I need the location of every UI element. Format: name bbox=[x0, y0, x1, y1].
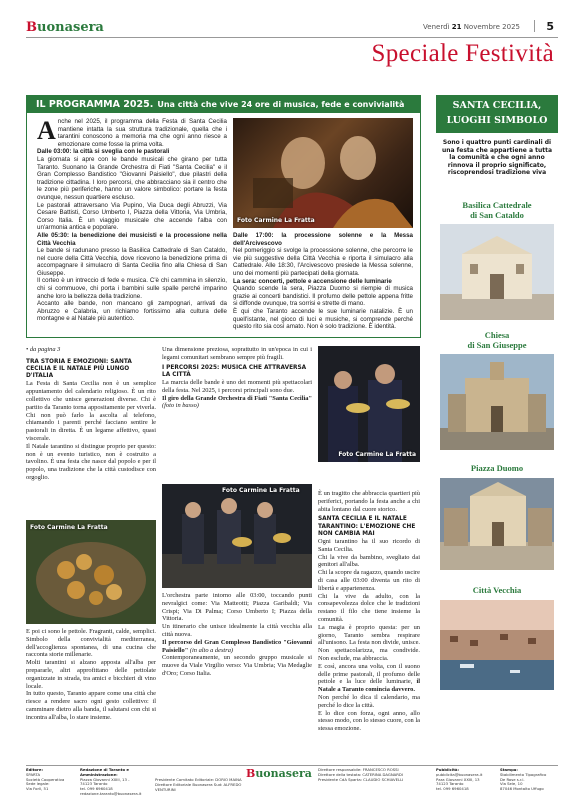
footer-line: Piazza Giovanni XXIII, 13 - bbox=[80, 776, 130, 782]
article-paragraph: La marcia delle bande è uno dei momenti più spettacolari della festa. Nel 2025, i percorsi principali sono due. bbox=[162, 379, 312, 394]
article-paragraph: La Festa di Santa Cecilia non è un semplice appuntamento del calendario religioso. È un rito collettivo che unisce generazioni diverse. Chi è partito da Taranto torna appositamente per viverla. Chi non può farlo la ascolta al telefono, chiamando i parenti perché facciano sentire le pastorali in diretta. È un legame affettivo, quasi viscerale. bbox=[26, 380, 156, 442]
footer-line: Pzza Giovanni XXIII, 13 bbox=[436, 776, 480, 782]
footer-presidenza bbox=[155, 778, 245, 792]
program-banner-subtitle: Una città che vive 24 ore di musica, fede e convivialità bbox=[157, 99, 405, 109]
footer-line: Via Forlì, 51 bbox=[26, 786, 49, 792]
article-paragraph: Chi la vive da adulto, con la consapevolezza dolce che le tradizioni restano il filo che tiene insieme la comunità. bbox=[318, 592, 420, 623]
article-paragraph: Chi la vive da bambino, svegliato dai genitori all'alba. bbox=[318, 553, 420, 569]
header-rule bbox=[26, 37, 558, 38]
photo-credit: Foto Carmine La Fratta bbox=[237, 217, 315, 224]
footer-line: tel. 099 6960418 bbox=[80, 786, 113, 792]
footer-line: redazione.taranto@buonasera.it bbox=[80, 790, 142, 796]
article-paragraph: Contemporaneamente, un secondo gruppo musicale si muove da Viale Virgilio verso: Via Umbria; Via Medaglie d'Oro; Corso Italia. bbox=[162, 654, 312, 677]
program-paragraph: Nel pomeriggio si svolge la processione solenne, che percorre le vie più suggestive della Città Vecchia e riporta il simulacro alla Cattedrale. Alle 18:30, l'Arcivescovo presiede la Messa solenne, uno dei momenti più partecipati della giornata. bbox=[233, 247, 413, 277]
footer-line: pubblicita@buonasera.it bbox=[436, 771, 483, 777]
photo-credit: Foto Carmine La Fratta bbox=[30, 524, 108, 531]
article-heading-2: I PERCORSI 2025: MUSICA CHE ATTRAVERSA LA CITTÀ bbox=[162, 364, 307, 378]
footer-editor bbox=[26, 768, 76, 792]
article-italic-text: (in alto a destra) bbox=[188, 646, 234, 654]
article-paragraph: E lo dice con forza, ogni anno, allo stesso modo, con lo stesso cuore, con la stessa emozione. bbox=[318, 709, 420, 733]
article-paragraph: Chi la scopre da ragazzo, quando uscire di casa alle 03:00 diventa un rito di libertà e appartenenza. bbox=[318, 569, 420, 592]
place-label-line: Chiesa bbox=[484, 330, 510, 340]
sidebar-banner bbox=[436, 95, 558, 133]
article-italic-text: (foto in basso) bbox=[162, 402, 199, 410]
program-banner bbox=[26, 95, 421, 113]
article-column-2-continued bbox=[162, 592, 312, 760]
footer-line: 74123 Taranto bbox=[80, 781, 108, 787]
program-heading-3: Dalle 17:00: la processione solenne e la Messa dell'Arcivescovo bbox=[233, 232, 413, 247]
footer-line: Direttore della testata: CATERINA DAGNARDI bbox=[318, 771, 403, 777]
article-text: E così, ancora una volta, con il suono delle prime pastorali, il profumo delle pettole e la luce delle luminarie, bbox=[318, 662, 420, 686]
program-paragraph: Le bande si radunano presso la Basilica Cattedrale di San Cataldo, nel cuore della Città Vecchia, dove ricevono la benedizione prima di accompagnare il simulacro di Santa Cecilia fino alla Chiesa di San Giuseppe. bbox=[37, 247, 227, 277]
photo-cattedrale bbox=[440, 224, 554, 320]
place-label-line: Basilica Cattedrale bbox=[462, 200, 532, 210]
program-paragraph: È qui che Taranto accende le sue luminarie natalizie. È un quell'istante, nel gioco di luci e musiche, si comprende perché questo rito sia così amato. Non è solo tradizione. È identità. bbox=[233, 307, 413, 331]
photo-pettole bbox=[26, 520, 156, 624]
footer-line: Stabilimento Tipografico bbox=[500, 771, 547, 777]
photo-san-giuseppe bbox=[440, 354, 554, 450]
footer-logo: Buonasera bbox=[246, 767, 312, 780]
article-heading-3: SANTA CECILIA E IL NATALE TARANTINO: L'EMOZIONE CHE NON CAMBIA MAI bbox=[318, 516, 416, 537]
article-paragraph: In tutto questo, Taranto appare come una città che riesce a rendere sacro ogni gesto collettivo: il camminare dietro alla banda, il salutarsi con chi si incontra all'alba, lo stare insieme. bbox=[26, 690, 156, 721]
program-paragraph: La giornata si apre con le bande musicali che girano per tutta Taranto. Suonano la Grande Orchestra di Fiati "Santa Cecilia" e il Gran Complesso Bandistico "Giovanni Paisiello", due pilastri della tradizione cittadina. I loro percorsi, che abbracciano sia il centro che le zone più periferiche, hanno un valore simbolico: portare la festa ovunque, nessun quartiere escluso. bbox=[37, 155, 227, 201]
article-heading-1: TRA STORIA E EMOZIONI: SANTA CECILIA E IL NATALE PIÙ LUNGO D'ITALIA bbox=[26, 358, 132, 380]
article-paragraph: L'orchestra parte intorno alle 03:00, toccando punti nevralgici come: Via Matteotti; Piazza Garibaldi; Via Crispi; Via Di Palma; Corso Umberto I; Piazza della Vittoria. bbox=[162, 592, 312, 623]
program-column-2 bbox=[233, 232, 413, 336]
article-paragraph: È un tragitto che abbraccia quartieri più periferici, portando la festa anche a chi abita lontano dal cuore storico. bbox=[318, 490, 420, 513]
program-paragraph: Il corteo è un intreccio di fede e musica. C'è chi cammina in silenzio, chi si commuove, chi porta i bambini sulle spalle perché imparino anche loro la bellezza della tradizione. bbox=[37, 277, 227, 300]
continued-from: • da pagina 3 bbox=[26, 346, 61, 353]
article-paragraph: E poi ci sono le pettole. Fragranti, calde, semplici. Simbolo della convivialità mediterranea, dell'accoglienza spontanea, di una cucina che racconta storie millenarie. bbox=[26, 628, 156, 659]
footer-line: SPARTA bbox=[26, 771, 41, 777]
program-paragraph: Le pastorali attraversano Via Pupino, Via Duca degli Abruzzi, Via Cesare Battisti, Corso Umberto I, Piazza della Vittoria, Via Umbria, Corso Italia. È un viaggio musicale che accende l'alba con un'armonia antica e popolare. bbox=[37, 201, 227, 232]
article-bold-text: Il percorso del Gran Complesso Bandistico "Giovanni Paisiello" bbox=[162, 638, 312, 654]
photo-painting-santa-cecilia bbox=[233, 118, 413, 228]
photo-credit: Foto Carmine La Fratta bbox=[222, 487, 300, 494]
article-paragraph: Il Natale tarantino si distingue proprio per questo: non è un evento turistico, non è costruito a tavolino. È una festa che nasce dal popolo e per il popolo, una tradizione che la città custodisce con orgoglio. bbox=[26, 442, 156, 481]
page-number: 5 bbox=[546, 20, 554, 33]
sidebar-banner-line: LUOGHI SIMBOLO bbox=[446, 115, 548, 126]
photo-complesso-paisiello bbox=[318, 346, 420, 462]
sidebar-intro: Sono i quattro punti cardinali di una festa che appartiene a tutta la comunità e che ogni anno rinnova il proprio significato, riscoprendosi tradizione viva bbox=[441, 139, 553, 177]
footer-rule bbox=[26, 765, 558, 766]
place-label-citta-vecchia: Città Vecchia bbox=[472, 585, 522, 595]
article-bold-text: Il giro della Grande Orchestra di Fiati "Santa Cecilia" bbox=[162, 394, 312, 402]
article-paragraph: Molti tarantini si alzano apposta all'alba per prepararle, altri approfittano delle pettolate organizzate in strada, tra amici e bicchieri di vino locale. bbox=[26, 659, 156, 690]
article-paragraph: Una dimensione preziosa, soprattutto in un'epoca in cui i legami comunitari sembrano sempre più fragili. bbox=[162, 346, 312, 361]
article-column-1-continued bbox=[26, 628, 156, 760]
photo-citta-vecchia bbox=[440, 600, 554, 690]
photo-orchestra-santa-cecilia bbox=[162, 484, 312, 588]
footer-line: tel. 099 6960418 bbox=[436, 786, 469, 792]
program-paragraph: Accanto alle bande, non mancano gli zampognari, arrivati da Abruzzo e Calabria, un richiamo fortissimo alla cultura delle montagne e al Natale più autentico. bbox=[37, 300, 227, 323]
article-bold-text: il Natale a Taranto comincia davvero. bbox=[318, 678, 420, 694]
place-label-line: di San Cataldo bbox=[470, 210, 524, 220]
place-label-san-giuseppe bbox=[436, 330, 558, 350]
photo-credit: Foto Carmine La Fratta bbox=[338, 451, 416, 458]
article-column-1 bbox=[26, 346, 156, 518]
footer-line: Presidente CdA Sparta: CLAUDIO SCHIAVELLI bbox=[318, 776, 404, 782]
footer-stampa bbox=[500, 768, 558, 792]
article-paragraph: Ogni tarantino ha il suo ricordo di Santa Cecilia. bbox=[318, 538, 420, 553]
sidebar-banner-line: SANTA CECILIA, bbox=[452, 100, 542, 111]
footer-label: Pubblicità: bbox=[436, 767, 459, 772]
article-paragraph: Non perché lo dica il calendario, ma perché lo dice la città. bbox=[318, 693, 420, 709]
footer-label: Stampa: bbox=[500, 767, 518, 772]
article-paragraph: Un itinerario che unisce idealmente la città vecchia alla città nuova. bbox=[162, 623, 312, 638]
footer-line: 87046 Montalto Uffugo bbox=[500, 786, 544, 792]
footer-line: Società Cooperativa bbox=[26, 776, 65, 782]
footer-label: Editore: bbox=[26, 767, 44, 772]
masthead-logo: Buonasera bbox=[26, 20, 104, 35]
header-divider bbox=[534, 20, 535, 32]
footer-pubblicita bbox=[436, 768, 494, 792]
footer-line: Direttore Editoriale Buonasera Sud: ALFREDO VENTURINI bbox=[155, 781, 242, 792]
article-paragraph: La magia è proprio questa: per un giorno, Taranto sembra respirare all'unisono. La festa non divide, unisce. Non spettacolarizza, ma condivide. Non esclude, ma abbraccia. bbox=[318, 623, 420, 662]
article-column-3 bbox=[318, 490, 420, 760]
place-label-line: di San Giuseppe bbox=[467, 340, 527, 350]
footer-redazione bbox=[80, 768, 150, 797]
footer-line: Sede legale: bbox=[26, 781, 50, 787]
footer-label: Redazione di Taranto e Amministrazione: bbox=[80, 767, 129, 777]
photo-piazza-duomo bbox=[440, 478, 554, 570]
program-heading-4: La sera: concerti, pettole e accensione delle luminarie bbox=[233, 277, 392, 285]
footer-line: Via Sele, 10 bbox=[500, 781, 523, 787]
place-label-piazza-duomo: Piazza Duomo bbox=[470, 463, 524, 473]
program-intro: nche nel 2025, il programma della Festa di Santa Cecilia mantiene intatta la sua struttura tradizionale, quella che i tarantini conoscono a memoria ma che ogni anno riesce a emozionare come fosse la prima volta. bbox=[57, 118, 227, 148]
article-column-2 bbox=[162, 346, 312, 480]
program-heading-2: Alle 05:30: la benedizione dei musicisti e la processione nella Città Vecchia bbox=[37, 231, 227, 247]
header-date: Venerdì 21 Novembre 2025 bbox=[423, 23, 520, 31]
program-column-1 bbox=[37, 118, 227, 336]
footer-line: Direttore responsabile: FRANCESCO ROSSI bbox=[318, 767, 399, 772]
footer-line: 74123 Taranto bbox=[436, 781, 464, 787]
program-heading-1: Dalle 03:00: la città si sveglia con le pastorali bbox=[37, 148, 170, 156]
footer-line: Presidente Comitato Editoriale: DORIO MAINA bbox=[155, 777, 242, 782]
place-label-cattedrale bbox=[436, 200, 558, 220]
section-title: Speciale Festività bbox=[371, 40, 554, 67]
program-banner-title: IL PROGRAMMA 2025. bbox=[36, 98, 154, 110]
program-paragraph: Quando scende la sera, Piazza Duomo si riempie di musica grazie ai concerti bandistici. Il profumo delle pettole appena fritte si diffonde ovunque, tra sorrisi e strette di mano. bbox=[233, 285, 413, 308]
footer-line: De Rose s.r.l. bbox=[500, 776, 525, 782]
dropcap: A bbox=[37, 116, 56, 145]
footer-direzione bbox=[318, 768, 418, 782]
